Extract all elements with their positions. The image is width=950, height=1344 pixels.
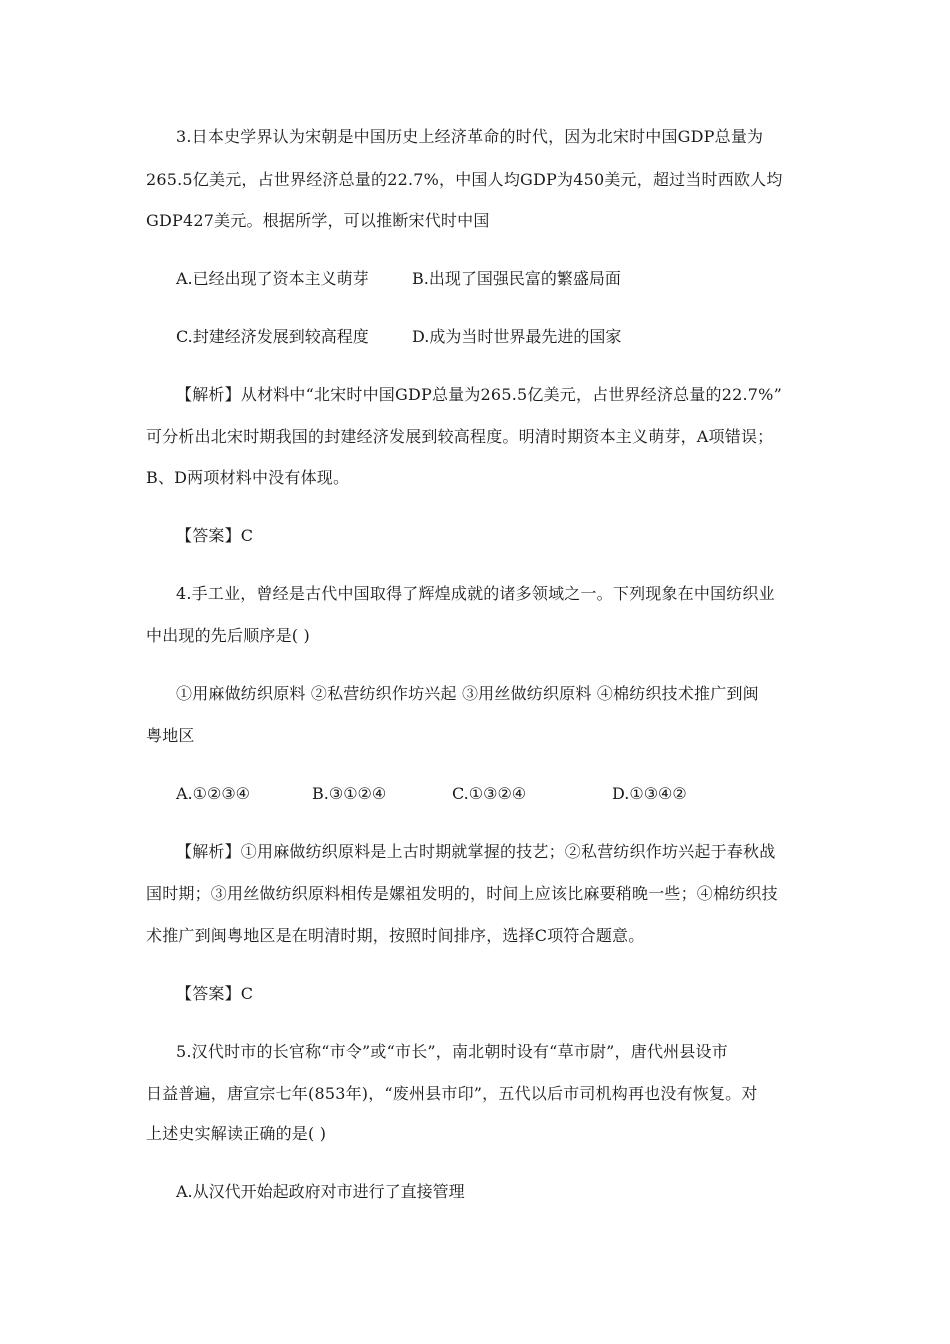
q4-analysis-line-1: 【解析】①用麻做纺织原料是上古时期就掌握的技艺；②私营纺织作坊兴起于春秋战 — [176, 842, 776, 861]
q3-option-a: A.已经出现了资本主义萌芽 — [176, 269, 369, 288]
q4-answer: 【答案】C — [176, 984, 254, 1003]
q4-analysis-line-2: 国时期；③用丝做纺织原料相传是嫘祖发明的，时间上应该比麻要稍晚一些；④棉纺织技 — [146, 884, 778, 903]
q3-analysis-line-1: 【解析】从材料中“北宋时中国GDP总量为265.5亿美元，占世界经济总量的22.7%” — [176, 385, 782, 404]
q4-option-d: D.①③④② — [612, 784, 687, 803]
q5-stem-line-1: 5.汉代时市的长官称“市令”或“市长”，南北朝时设有“草市尉”，唐代州县设市 — [176, 1042, 728, 1061]
q5-stem-line-2: 日益普遍，唐宣宗七年(853年)，“废州县市印”，五代以后市司机构再也没有恢复。对 — [146, 1084, 758, 1103]
q5-stem-line-3: 上述史实解读正确的是( ) — [146, 1124, 327, 1143]
q4-option-c: C.①③②④ — [452, 784, 527, 803]
q3-stem-line-1: 3.日本史学界认为宋朝是中国历史上经济革命的时代，因为北宋时中国GDP总量为 — [176, 127, 764, 146]
q4-items-line-2: 粤地区 — [146, 726, 195, 745]
q3-option-d: D.成为当时世界最先进的国家 — [412, 327, 622, 346]
q3-analysis-line-2: 可分析出北宋时期我国的封建经济发展到较高程度。明清时期资本主义萌芽，A项错误； — [146, 427, 774, 446]
q3-analysis-line-3: B、D两项材料中没有体现。 — [146, 468, 350, 487]
q3-answer: 【答案】C — [176, 526, 254, 545]
q3-stem-line-2: 265.5亿美元，占世界经济总量的22.7%，中国人均GDP为450美元，超过当时西欧人均 — [146, 170, 783, 189]
q3-stem-line-3: GDP427美元。根据所学，可以推断宋代时中国 — [146, 211, 490, 230]
q3-option-b: B.出现了国强民富的繁盛局面 — [412, 269, 621, 288]
q4-option-b: B.③①②④ — [312, 784, 387, 803]
q4-items-line-1: ①用麻做纺织原料 ②私营纺织作坊兴起 ③用丝做纺织原料 ④棉纺织技术推广到闽 — [176, 684, 759, 703]
q4-option-a: A.①②③④ — [176, 784, 251, 803]
q5-option-a: A.从汉代开始起政府对市进行了直接管理 — [176, 1182, 465, 1201]
q4-stem-line-2: 中出现的先后顺序是( ) — [146, 626, 310, 645]
q4-analysis-line-3: 术推广到闽粤地区是在明清时期，按照时间排序，选择C项符合题意。 — [146, 926, 645, 945]
q4-stem-line-1: 4.手工业，曾经是古代中国取得了辉煌成就的诸多领域之一。下列现象在中国纺织业 — [176, 584, 775, 603]
q3-option-c: C.封建经济发展到较高程度 — [176, 327, 369, 346]
